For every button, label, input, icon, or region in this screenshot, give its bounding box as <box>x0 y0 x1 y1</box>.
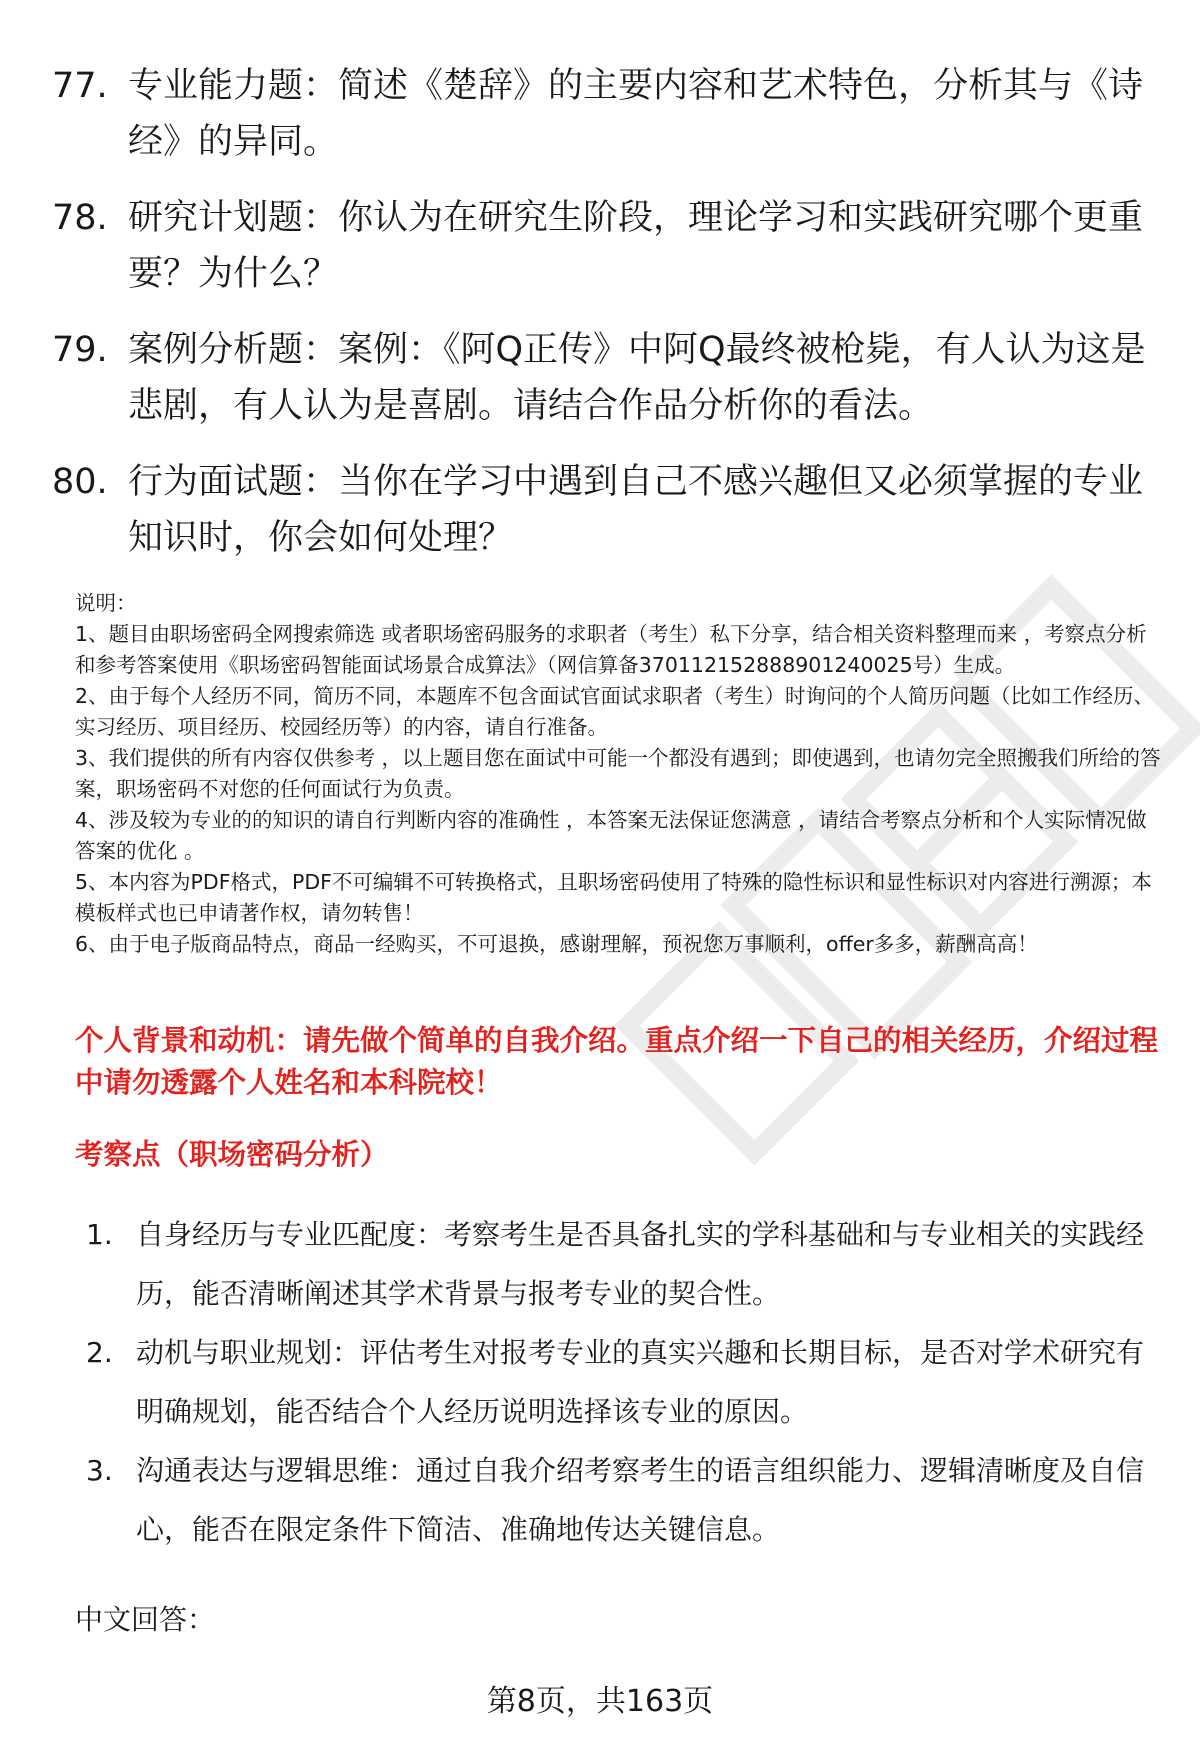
note-item: 2、由于每个人经历不同，简历不同，本题库不包含面试官面试求职者（考生）时询问的个人简历问题（比如工作经历、实习经历、项目经历、校园经历等）的内容，请自行准备。 <box>75 684 1155 739</box>
question-text: 行为面试题：当你在学习中遇到自己不感兴趣但又必须掌握的专业知识时，你会如何处理？ <box>128 462 1144 558</box>
analysis-points <box>80 1205 1160 1559</box>
page-footer: 第8页，共163页 <box>486 1684 714 1719</box>
note-item: 5、本内容为PDF格式，PDF不可编辑不可转换格式，且职场密码使用了特殊的隐性标识和显性标识对内容进行溯源；本模板样式也已申请著作权，请勿转售！ <box>75 870 1152 925</box>
point-text: 沟通表达与逻辑思维：通过自我介绍考察考生的语言组织能力、逻辑清晰度及自信心，能否在限定条件下简洁、准确地传达关键信息。 <box>136 1454 1145 1546</box>
note-item: 3、我们提供的所有内容仅供参考 ，以上题目您在面试中可能一个都没有遇到；即使遇到，也请勿完全照搬我们所给的答案，职场密码不对您的任何面试行为负责。 <box>75 746 1161 801</box>
notes-title: 说明： <box>75 591 137 615</box>
point-text: 动机与职业规划：评估考生对报考专业的真实兴趣和长期目标，是否对学术研究有明确规划，能否结合个人经历说明选择该专业的原因。 <box>136 1336 1145 1428</box>
point-text: 自身经历与专业匹配度：考察考生是否具备扎实的学科基础和与专业相关的实践经历，能否清晰阐述其学术背景与报考专业的契合性。 <box>136 1218 1145 1310</box>
question-number: 80. <box>52 462 108 502</box>
question-list <box>52 58 1162 586</box>
answer-label: 中文回答： <box>75 1603 216 1636</box>
question-number: 79. <box>52 330 108 370</box>
question-number: 77. <box>52 66 108 106</box>
section-subheading: 考察点（职场密码分析） <box>75 1138 389 1171</box>
question-number: 78. <box>52 198 108 238</box>
analysis-point <box>80 1205 1160 1323</box>
question-item <box>52 190 1162 302</box>
question-item <box>52 454 1162 566</box>
question-text: 专业能力题：简述《楚辞》的主要内容和艺术特色，分析其与《诗经》的异同。 <box>128 66 1144 162</box>
point-number: 3. <box>86 1454 113 1487</box>
question-text: 案例分析题：案例：《阿Q正传》中阿Q最终被枪毙，有人认为这是悲剧，有人认为是喜剧。请结合作品分析你的看法。 <box>128 330 1146 426</box>
section-heading: 个人背景和动机：请先做个简单的自我介绍。重点介绍一下自己的相关经历，介绍过程中请勿透露个人姓名和本科院校！ <box>75 1024 1159 1099</box>
question-text: 研究计划题：你认为在研究生阶段，理论学习和实践研究哪个更重要？为什么？ <box>128 198 1144 294</box>
question-item <box>52 322 1162 434</box>
analysis-point <box>80 1323 1160 1441</box>
point-number: 2. <box>86 1336 113 1369</box>
point-number: 1. <box>86 1218 113 1251</box>
question-item <box>52 58 1162 170</box>
note-item: 6、由于电子版商品特点，商品一经购买，不可退换，感谢理解，预祝您万事顺利，offer多多，薪酬高高！ <box>75 932 1038 956</box>
note-item: 4、涉及较为专业的的知识的请自行判断内容的准确性 ，本答案无法保证您满意 ，请结合考察点分析和个人实际情况做答案的优化 。 <box>75 808 1147 863</box>
note-item: 1、题目由职场密码全网搜索筛选 或者职场密码服务的求职者（考生）私下分享，结合相关资料整理而来 ，考察点分析和参考答案使用《职场密码智能面试场景合成算法》（网信算备370112152888901240025号）生成。 <box>75 622 1147 677</box>
analysis-point <box>80 1441 1160 1559</box>
notes-block <box>75 588 1165 960</box>
